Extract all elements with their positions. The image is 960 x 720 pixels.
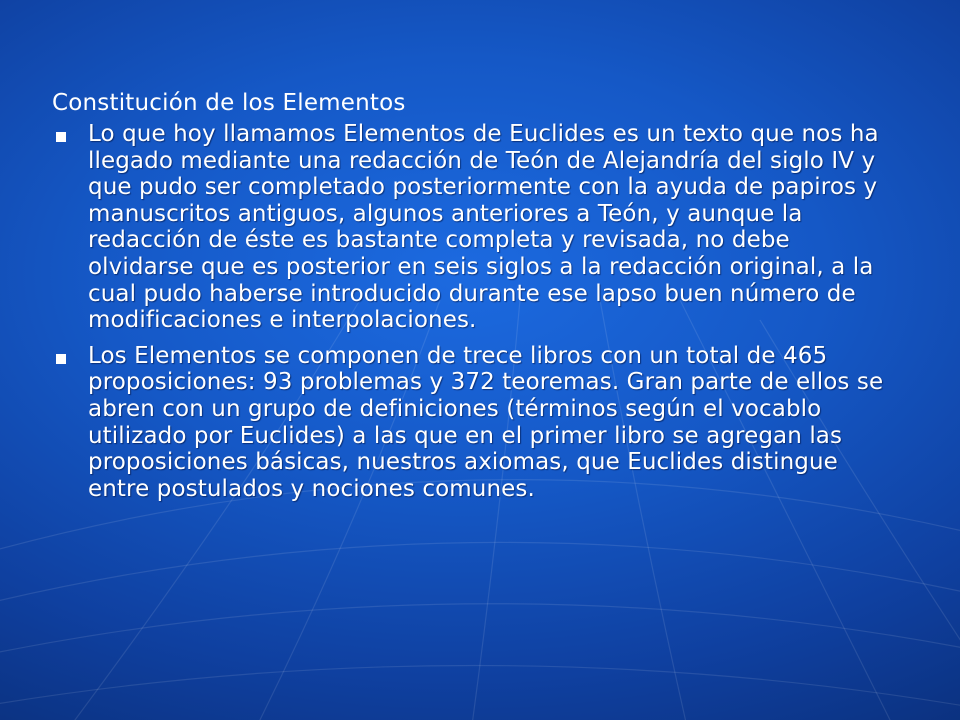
square-bullet-icon [56,354,66,364]
bullet-item [52,121,902,334]
bullet-list [52,121,902,511]
slide-heading: Constitución de los Elementos [52,90,406,116]
bullet-text: Lo que hoy llamamos Elementos de Euclides es un texto que nos ha llegado mediante una redacción de Teón de Alejandría del siglo IV y que pudo ser completado posteriormente con la ayuda de papiros y manuscritos antiguos, algunos anteriores a Teón, y aunque la redacción de éste es bastante completa y revisada, no debe olvidarse que es posterior en seis siglos a la redacción original, a la cual pudo haberse introducido durante ese lapso buen número de modificaciones e interpolaciones. [88,121,879,334]
bullet-item [52,343,902,503]
square-bullet-icon [56,132,66,142]
bullet-text: Los Elementos se componen de trece libros con un total de 465 proposiciones: 93 problemas y 372 teoremas. Gran parte de ellos se abren con un grupo de definiciones (términos según el vocablo utilizado por Euclides) a las que en el primer libro se agregan las proposiciones básicas, nuestros axiomas, que Euclides distingue entre postulados y nociones comunes. [88,342,884,502]
